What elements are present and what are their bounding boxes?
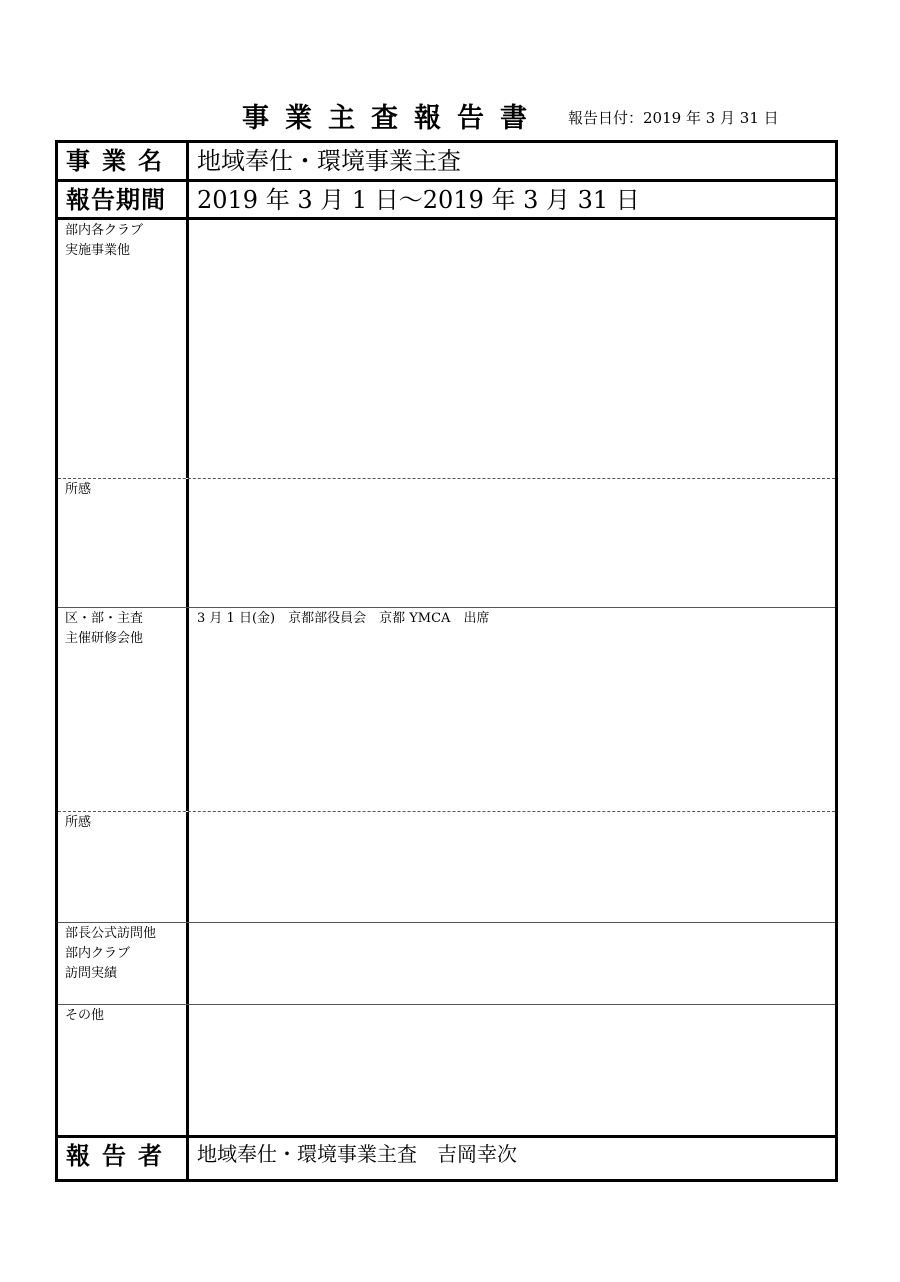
row-impressions-1 (58, 479, 835, 608)
row-impressions-2 (58, 812, 835, 923)
impressions-1-label: 所感 (58, 479, 189, 607)
report-date-value: 2019 年 3 月 31 日 (643, 109, 779, 127)
row-reporter (58, 1138, 835, 1179)
official-visits-value (189, 923, 835, 1005)
club-activities-label: 部内各クラブ 実施事業他 (58, 220, 189, 478)
row-project-name (58, 143, 835, 182)
row-club-activities (58, 220, 835, 479)
row-report-period (58, 182, 835, 220)
row-district-events (58, 608, 835, 812)
project-name-label: 事業名 (58, 143, 189, 179)
report-date (568, 107, 779, 128)
other-label: その他 (58, 1005, 189, 1135)
document-header (0, 96, 900, 136)
impressions-1-value (189, 479, 835, 608)
other-value (189, 1005, 835, 1136)
report-period-value: 2019 年 3 月 1 日～2019 年 3 月 31 日 (197, 186, 640, 214)
report-form (55, 140, 838, 1182)
report-period-label: 報告期間 (58, 182, 189, 217)
document-title: 事業主査報告書 (242, 103, 543, 134)
reporter-value: 地域奉仕・環境事業主査 吉岡幸次 (197, 1142, 517, 1166)
row-official-visits (58, 923, 835, 1005)
report-date-label: 報告日付： (568, 109, 644, 127)
district-events-value: 3 月 1 日(金) 京都部役員会 京都 YMCA 出席 (197, 611, 490, 626)
official-visits-label: 部長公式訪問他 部内クラブ 訪問実績 (58, 923, 189, 1004)
impressions-2-label: 所感 (58, 812, 189, 922)
club-activities-value (189, 220, 835, 479)
reporter-label: 報告者 (58, 1138, 189, 1179)
district-events-label: 区・部・主査 主催研修会他 (58, 608, 189, 811)
impressions-2-value (189, 812, 835, 923)
row-other (58, 1005, 835, 1138)
project-name-value: 地域奉仕・環境事業主査 (197, 147, 461, 175)
